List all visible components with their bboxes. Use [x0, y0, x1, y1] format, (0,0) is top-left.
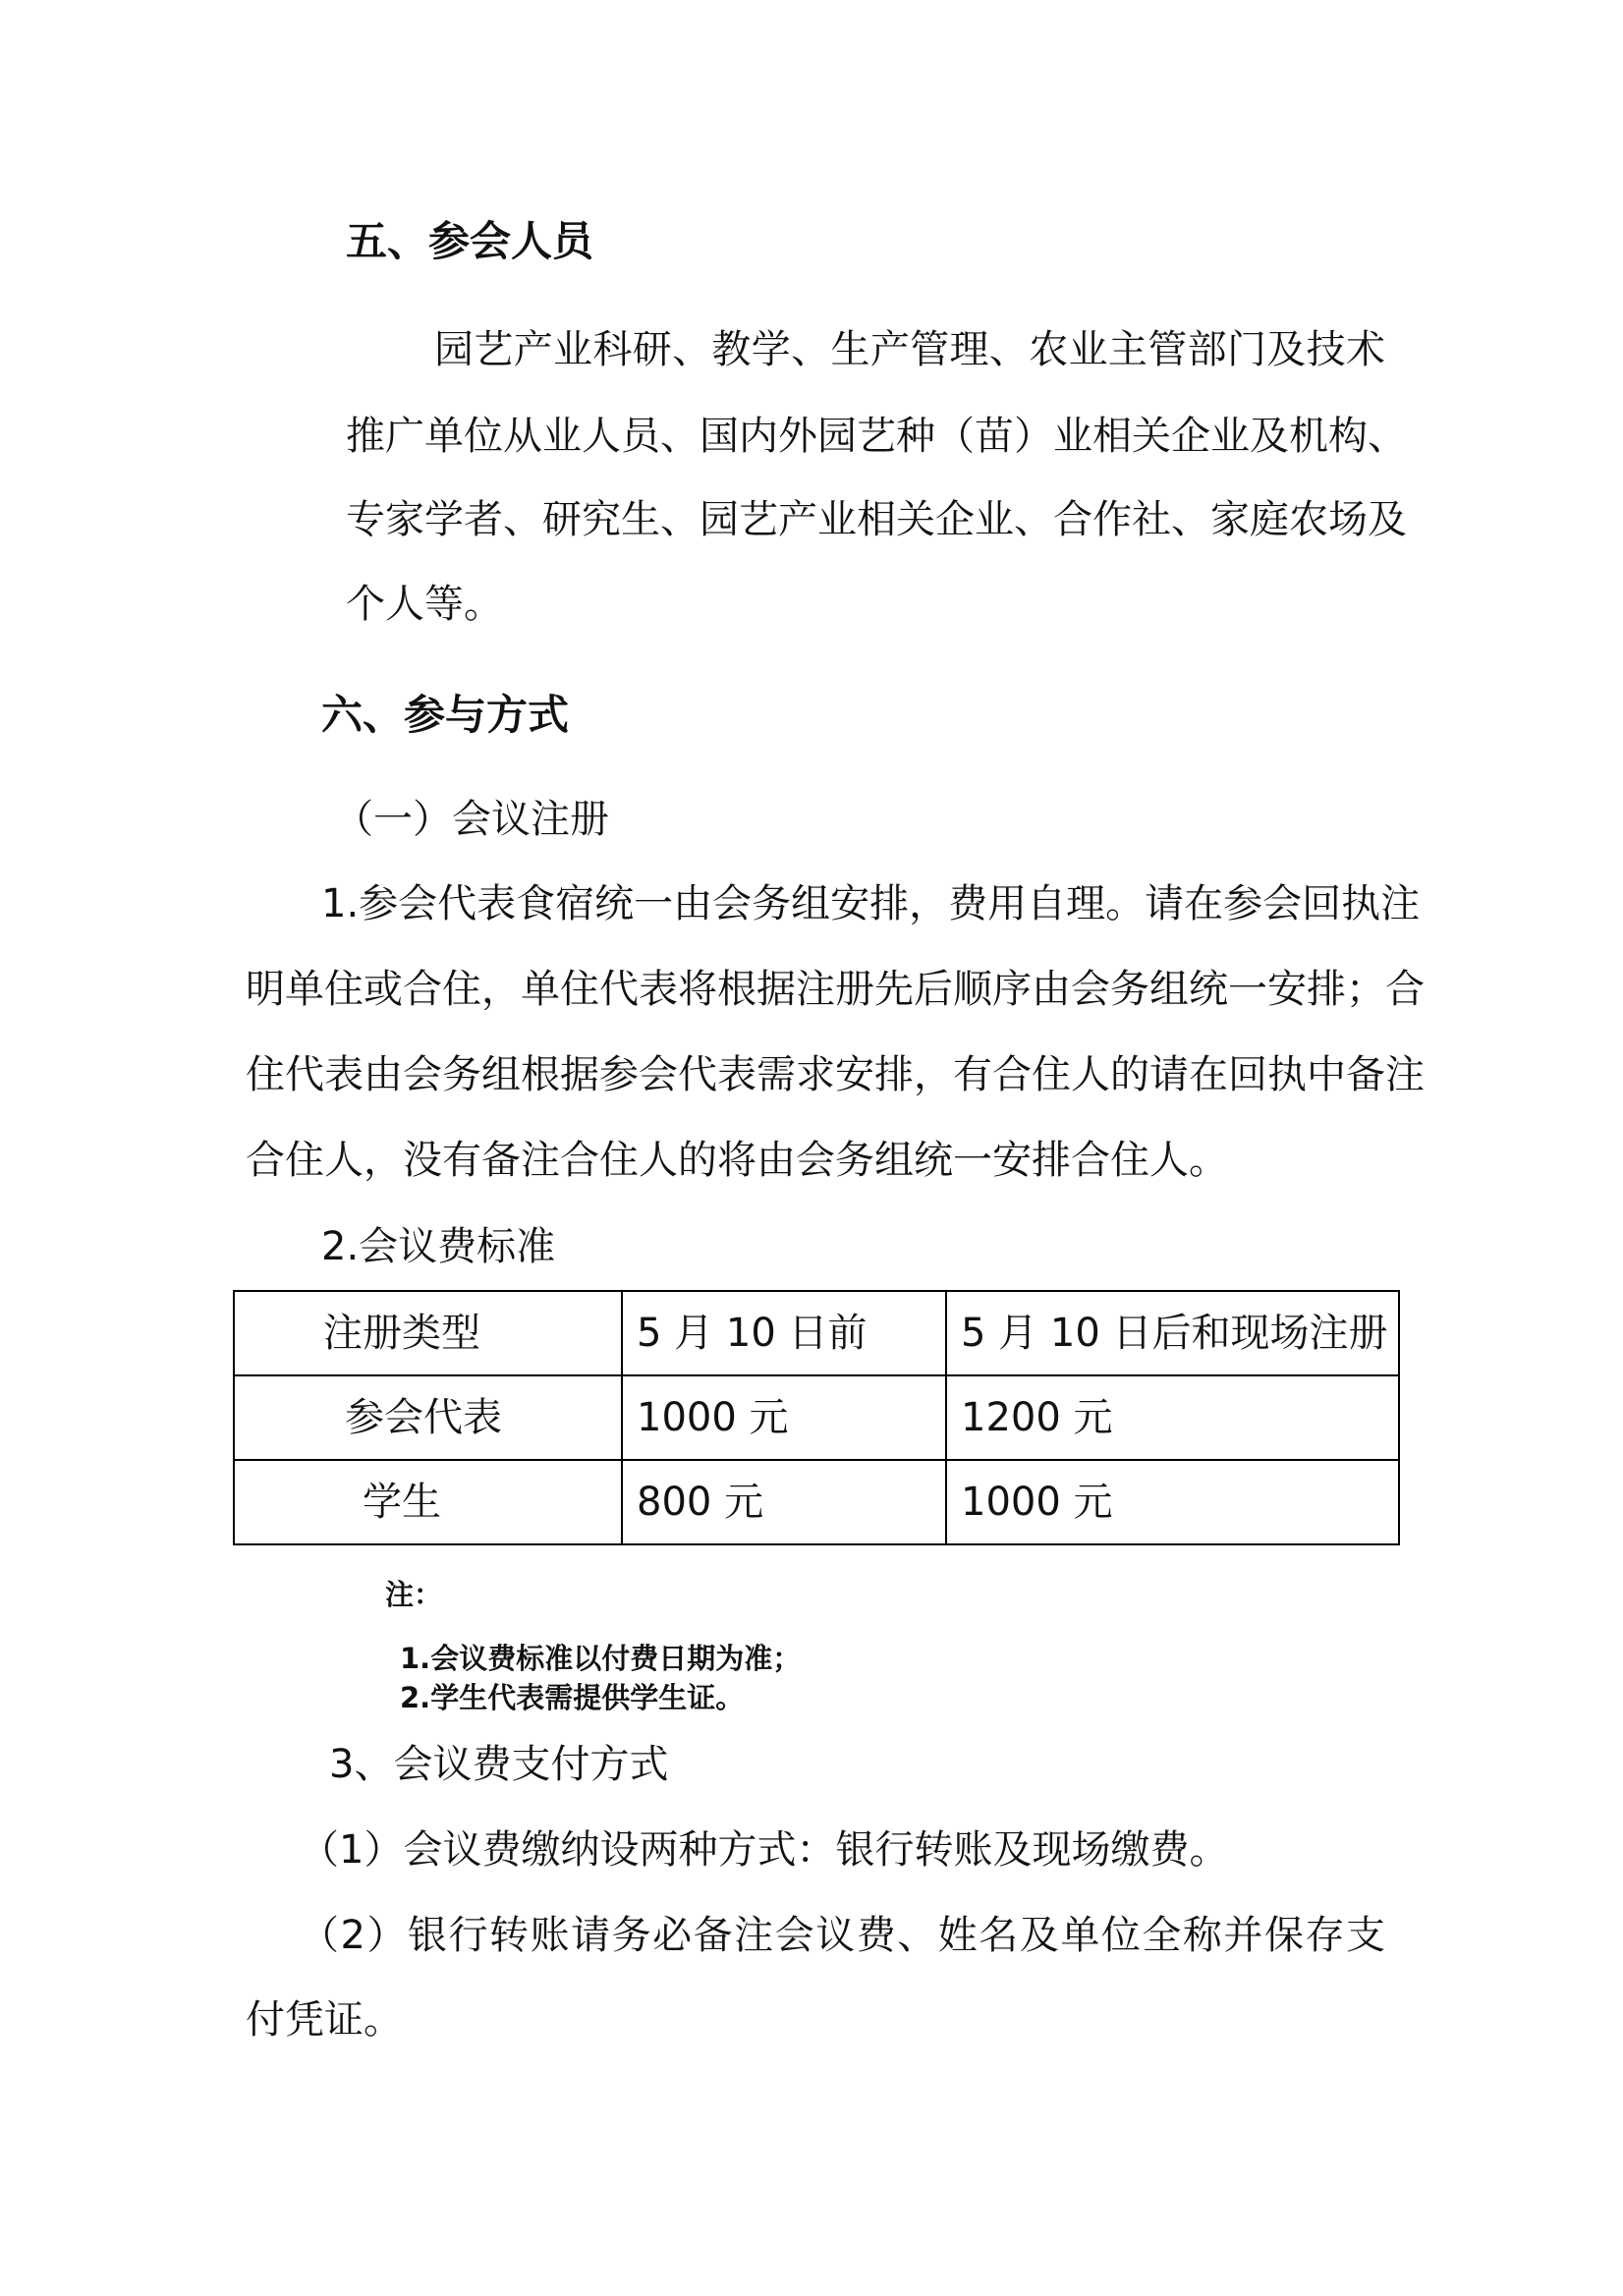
- row-student-late-fee: 1000 元: [946, 1460, 1399, 1544]
- section-6-heading: 六、参与方式: [321, 691, 570, 739]
- notes-label: 注：: [385, 1578, 443, 1611]
- row-student-early-fee: 800 元: [622, 1460, 946, 1544]
- note-item-2: 2.学生代表需提供学生证。: [400, 1681, 745, 1714]
- row-delegate-early-fee: 1000 元: [622, 1375, 946, 1460]
- payment-item-1: （1）会议费缴纳设两种方式：银行转账及现场缴费。: [300, 1827, 1229, 1873]
- registration-para-line-2: 明单住或合住，单住代表将根据注册先后顺序由会务组统一安排；合: [246, 967, 1425, 1012]
- registration-para-line-1: 1.参会代表食宿统一由会务组安排，费用自理。请在参会回执注: [321, 881, 1421, 926]
- section-5-line-2: 推广单位从业人员、国内外园艺种（苗）业相关企业及机构、: [346, 414, 1407, 459]
- note-item-1: 1.会议费标准以付费日期为准；: [400, 1642, 802, 1675]
- meeting-registration-subheading: （一）会议注册: [334, 797, 609, 842]
- fee-table: [233, 1290, 1400, 1545]
- row-type-delegate: 参会代表: [234, 1375, 622, 1460]
- payment-method-title: 3、会议费支付方式: [329, 1742, 669, 1787]
- table-row: [234, 1375, 1399, 1460]
- section-5-line-4: 个人等。: [346, 582, 503, 627]
- registration-para-line-3: 住代表由会务组根据参会代表需求安排，有合住人的请在回执中备注: [246, 1052, 1425, 1097]
- header-after-may-10: 5 月 10 日后和现场注册: [946, 1291, 1399, 1375]
- fee-standard-title: 2.会议费标准: [321, 1224, 556, 1269]
- payment-item-2-line-2: 付凭证。: [246, 1997, 403, 2043]
- row-type-student: 学生: [234, 1460, 622, 1544]
- section-5-line-1: 园艺产业科研、教学、生产管理、农业主管部门及技术: [434, 327, 1385, 372]
- row-delegate-late-fee: 1200 元: [946, 1375, 1399, 1460]
- header-before-may-10: 5 月 10 日前: [622, 1291, 946, 1375]
- header-registration-type: 注册类型: [234, 1291, 622, 1375]
- section-5-line-3: 专家学者、研究生、园艺产业相关企业、合作社、家庭农场及: [346, 497, 1407, 542]
- table-header-row: [234, 1291, 1399, 1375]
- section-5-heading: 五、参会人员: [346, 217, 594, 265]
- payment-item-2-line-1: （2）银行转账请务必备注会议费、姓名及单位全称并保存支: [300, 1913, 1385, 1958]
- registration-para-line-4: 合住人，没有备注合住人的将由会务组统一安排合住人。: [246, 1138, 1228, 1183]
- table-row: [234, 1460, 1399, 1544]
